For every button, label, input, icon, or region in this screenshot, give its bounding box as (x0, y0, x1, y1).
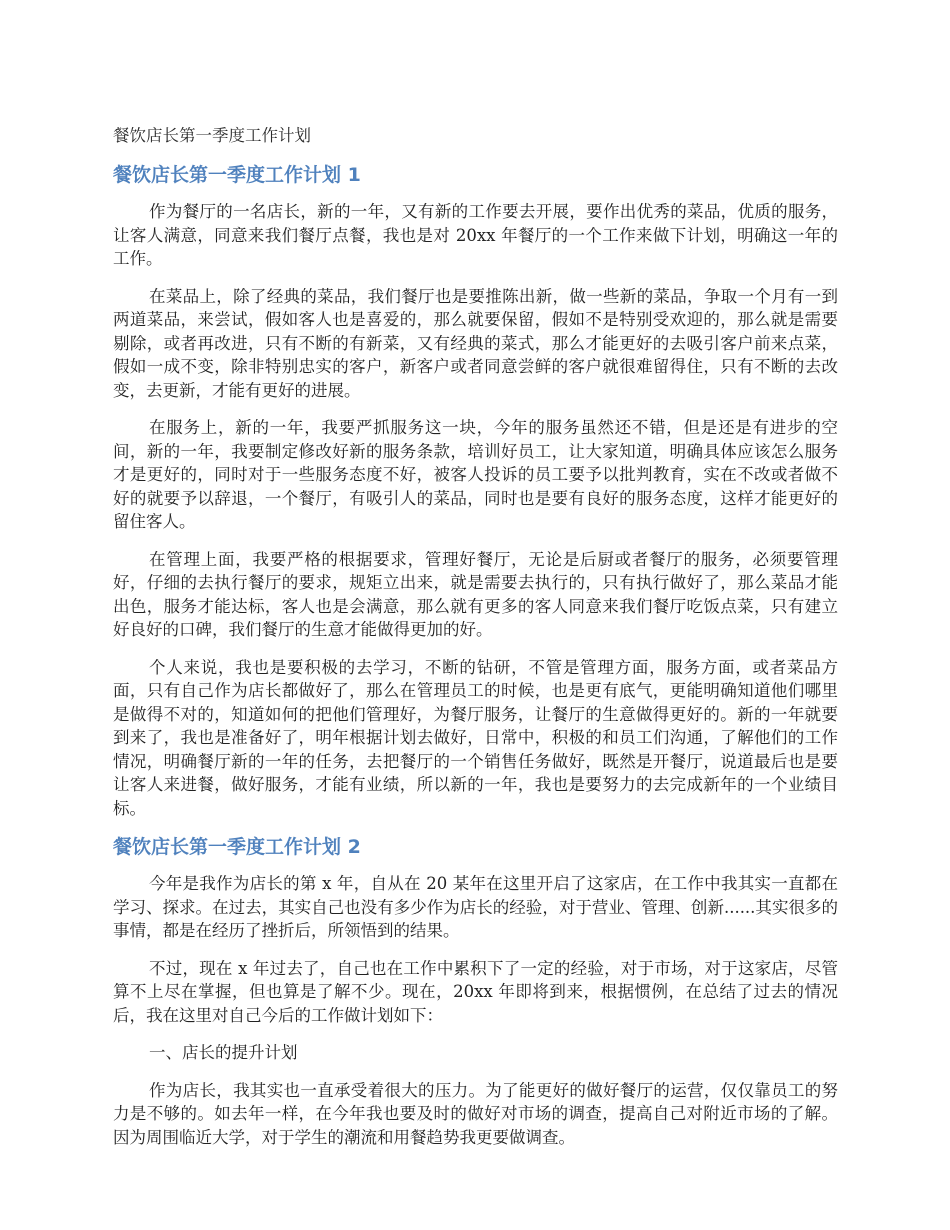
paragraph: 个人来说，我也是要积极的去学习，不断的钻研，不管是管理方面，服务方面，或者菜品方面，只有自己作为店长都做好了，那么在管理员工的时候，也是更有底气，更能明确知道他们哪里是做得不对的，知道如何的把他们管理好，为餐厅服务，让餐厅的生意做得更好的。新的一年就要到来了，我也是准备好了，明年根据计划去做好，日常中，积极的和员工们沟通，了解他们的工作情况，明确餐厅新的一年的任务，去把餐厅的一个销售任务做好，既然是开餐厅，说道最后也是要让客人来进餐，做好服务，才能有业绩，所以新的一年，我也是要努力的去完成新年的一个业绩目标。 (113, 657, 838, 818)
document-title: 餐饮店长第一季度工作计划 (113, 126, 311, 145)
section-2 (113, 834, 838, 1149)
paragraph: 在菜品上，除了经典的菜品，我们餐厅也是要推陈出新，做一些新的菜品，争取一个月有一到两道菜品，来尝试，假如客人也是喜爱的，那么就要保留，假如不是特别受欢迎的，那么就是需要剔除，或者再改进，只有不断的有新菜，又有经典的菜式，那么才能更好的去吸引客户前来点菜，假如一成不变，除非特别忠实的客户，新客户或者同意尝鲜的客户就很难留得住，只有不断的去改变，去更新，才能有更好的进展。 (113, 286, 838, 400)
document-page (113, 124, 838, 1163)
section-heading: 餐饮店长第一季度工作计划 1 (113, 164, 361, 186)
section-heading: 餐饮店长第一季度工作计划 2 (113, 836, 361, 858)
paragraph: 今年是我作为店长的第 x 年，自从在 20 某年在这里开启了这家店，在工作中我其实一直都在学习、探求。在过去，其实自己也没有多少作为店长的经验，对于营业、管理、创新......其实很多的事情，都是在经历了挫折后，所领悟到的结果。 (113, 874, 838, 940)
paragraph: 作为餐厅的一名店长，新的一年，又有新的工作要去开展，要作出优秀的菜品，优质的服务，让客人满意，同意来我们餐厅点餐，我也是对 20xx 年餐厅的一个工作来做下计划，明确这一年的工作。 (113, 202, 838, 268)
paragraph: 不过，现在 x 年过去了，自己也在工作中累积下了一定的经验，对于市场，对于这家店，尽管算不上尽在掌握，但也算是了解不少。现在，20xx 年即将到来，根据惯例，在总结了过去的情况后，我在这里对自己今后的工作做计划如下： (113, 958, 838, 1025)
paragraph: 作为店长，我其实也一直承受着很大的压力。为了能更好的做好餐厅的运营，仅仅靠员工的努力是不够的。如去年一样，在今年我也要及时的做好对市场的调查，提高自己对附近市场的了解。因为周围临近大学，对于学生的潮流和用餐趋势我更要做调查。 (113, 1080, 838, 1147)
paragraph: 在管理上面，我要严格的根据要求，管理好餐厅，无论是后厨或者餐厅的服务，必须要管理好，仔细的去执行餐厅的要求，规矩立出来，就是需要去执行的，只有执行做好了，那么菜品才能出色，服务才能达标，客人也是会满意，那么就有更多的客人同意来我们餐厅吃饭点菜，只有建立好良好的口碑，我们餐厅的生意才能做得更加的好。 (113, 549, 838, 639)
paragraph: 在服务上，新的一年，我要严抓服务这一块，今年的服务虽然还不错，但是还是有进步的空间，新的一年，我要制定修改好新的服务条款，培训好员工，让大家知道，明确具体应该怎么服务才是更好的，同时对于一些服务态度不好，被客人投诉的员工要予以批判教育，实在不改或者做不好的就要予以辞退，一个餐厅，有吸引人的菜品，同时也是要有良好的服务态度，这样才能更好的留住客人。 (113, 418, 838, 531)
subheading: 一、店长的提升计划 (149, 1043, 298, 1062)
section-1 (113, 162, 838, 820)
